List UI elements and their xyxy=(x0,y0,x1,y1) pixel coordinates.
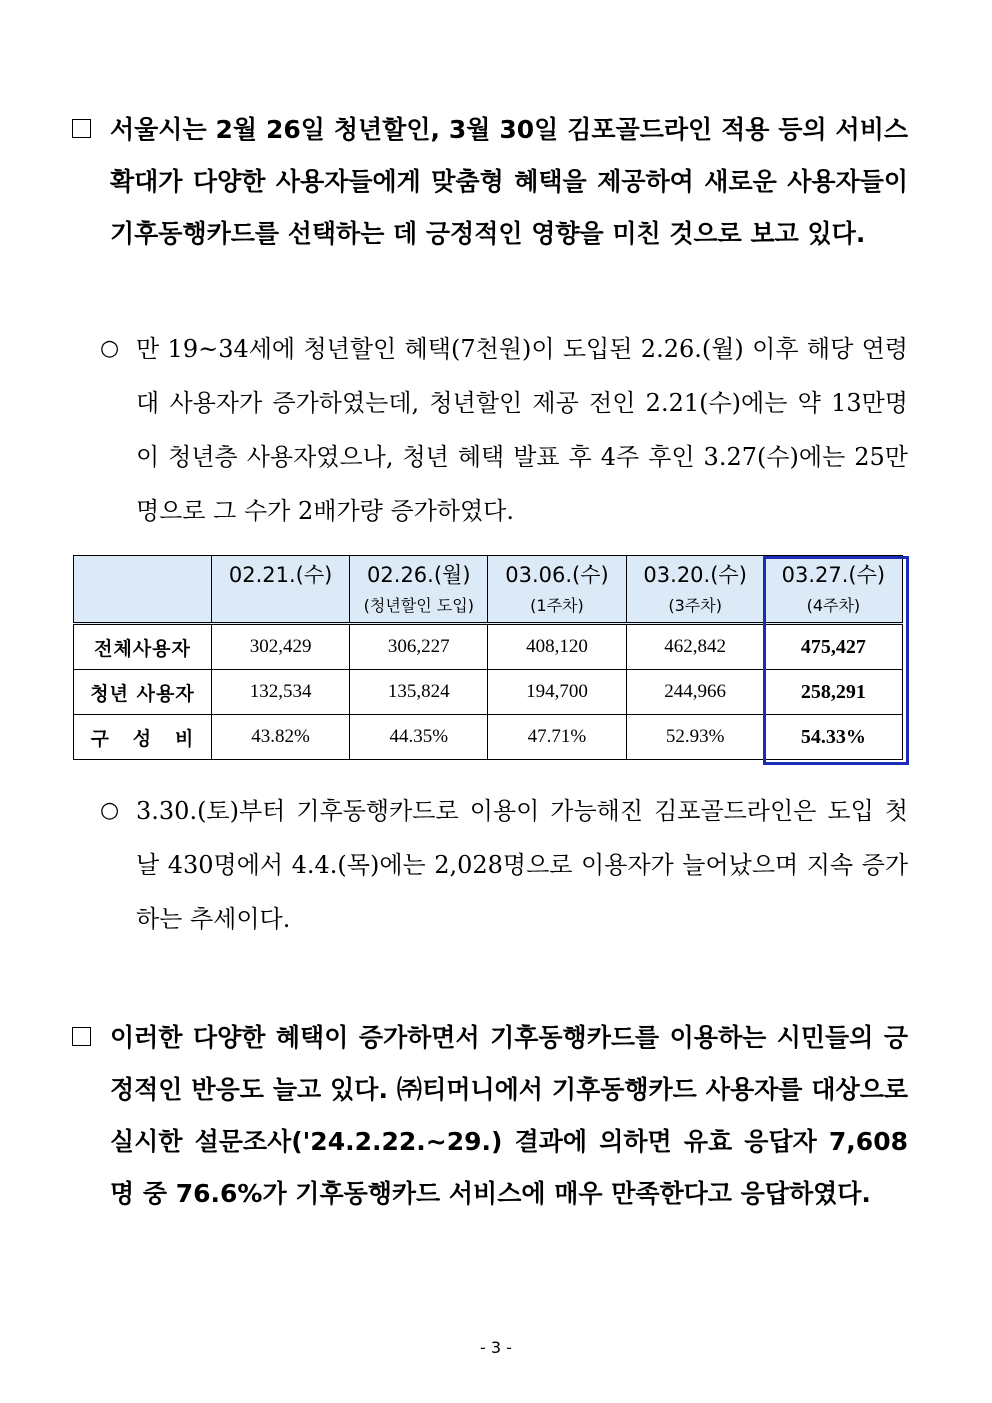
row-label: 구 성 비 xyxy=(74,715,212,760)
table-cell: 43.82% xyxy=(212,715,350,760)
section2-paragraph xyxy=(72,1012,908,1220)
circle-bullet-icon: ○ xyxy=(100,336,120,361)
page-number: - 3 - xyxy=(480,1338,512,1357)
section1-text: 서울시는 2월 26일 청년할인, 3월 30일 김포골드라인 적용 등의 서비스 확대가 다양한 사용자들에게 맞춤형 혜택을 제공하여 새로운 사용자들이 기후동행카드를 선택하는 데 긍정적인 영향을 미친 것으로 보고 있다. xyxy=(110,115,908,248)
table-cell: 306,227 xyxy=(350,624,488,670)
table-header-cell: 03.06.(수) (1주차) xyxy=(488,556,626,624)
table-corner-cell xyxy=(74,556,212,624)
circle-bullet-icon: ○ xyxy=(100,798,120,823)
section1-sub1-text: 만 19~34세에 청년할인 혜택(7천원)이 도입된 2.26.(월) 이후 해당 연령대 사용자가 증가하였는데, 청년할인 제공 전인 2.21(수)에는 약 13만명이 청년층 사용자였으나, 청년 혜택 발표 후 4주 후인 3.27(수)에는 25만명으로 그 수가 2배가량 증가하였다. xyxy=(136,335,908,525)
table-header-row xyxy=(74,556,903,624)
table-header-cell: 02.21.(수) xyxy=(212,556,350,624)
row-label: 전체사용자 xyxy=(74,624,212,670)
table-cell: 462,842 xyxy=(626,624,764,670)
table-cell-highlight: 475,427 xyxy=(764,624,902,670)
table-row-total-users xyxy=(74,624,903,670)
section1-paragraph xyxy=(72,104,908,260)
table-cell: 135,824 xyxy=(350,670,488,715)
row-label: 청년 사용자 xyxy=(74,670,212,715)
section1-sub2 xyxy=(100,784,908,946)
section2-text: 이러한 다양한 혜택이 증가하면서 기후동행카드를 이용하는 시민들의 긍정적인 반응도 늘고 있다. ㈜티머니에서 기후동행카드 사용자를 대상으로 실시한 설문조사('24.2.22.~29.) 결과에 의하면 유효 응답자 7,608명 중 76.6%가 기후동행카드 서비스에 매우 만족한다고 응답하였다. xyxy=(110,1023,908,1208)
table-cell: 194,700 xyxy=(488,670,626,715)
section1-sub2-text: 3.30.(토)부터 기후동행카드로 이용이 가능해진 김포골드라인은 도입 첫날 430명에서 4.4.(목)에는 2,028명으로 이용자가 늘어났으며 지속 증가하는 추세이다. xyxy=(136,797,908,933)
table-header-cell: 03.20.(수) (3주차) xyxy=(626,556,764,624)
table-cell: 44.35% xyxy=(350,715,488,760)
table-header-cell: 02.26.(월) (청년할인 도입) xyxy=(350,556,488,624)
table-cell-highlight: 258,291 xyxy=(764,670,902,715)
user-stats-table xyxy=(73,555,903,760)
section1-sub1 xyxy=(100,322,908,538)
checkbox-square-icon xyxy=(72,1027,91,1046)
table-row-ratio xyxy=(74,715,903,760)
table-cell-highlight: 54.33% xyxy=(764,715,902,760)
table-header-cell: 03.27.(수) (4주차) xyxy=(764,556,902,624)
table-cell: 408,120 xyxy=(488,624,626,670)
table-cell: 52.93% xyxy=(626,715,764,760)
table-cell: 47.71% xyxy=(488,715,626,760)
table-cell: 132,534 xyxy=(212,670,350,715)
table-row-youth-users xyxy=(74,670,903,715)
table-cell: 244,966 xyxy=(626,670,764,715)
table-cell: 302,429 xyxy=(212,624,350,670)
checkbox-square-icon xyxy=(72,119,91,138)
